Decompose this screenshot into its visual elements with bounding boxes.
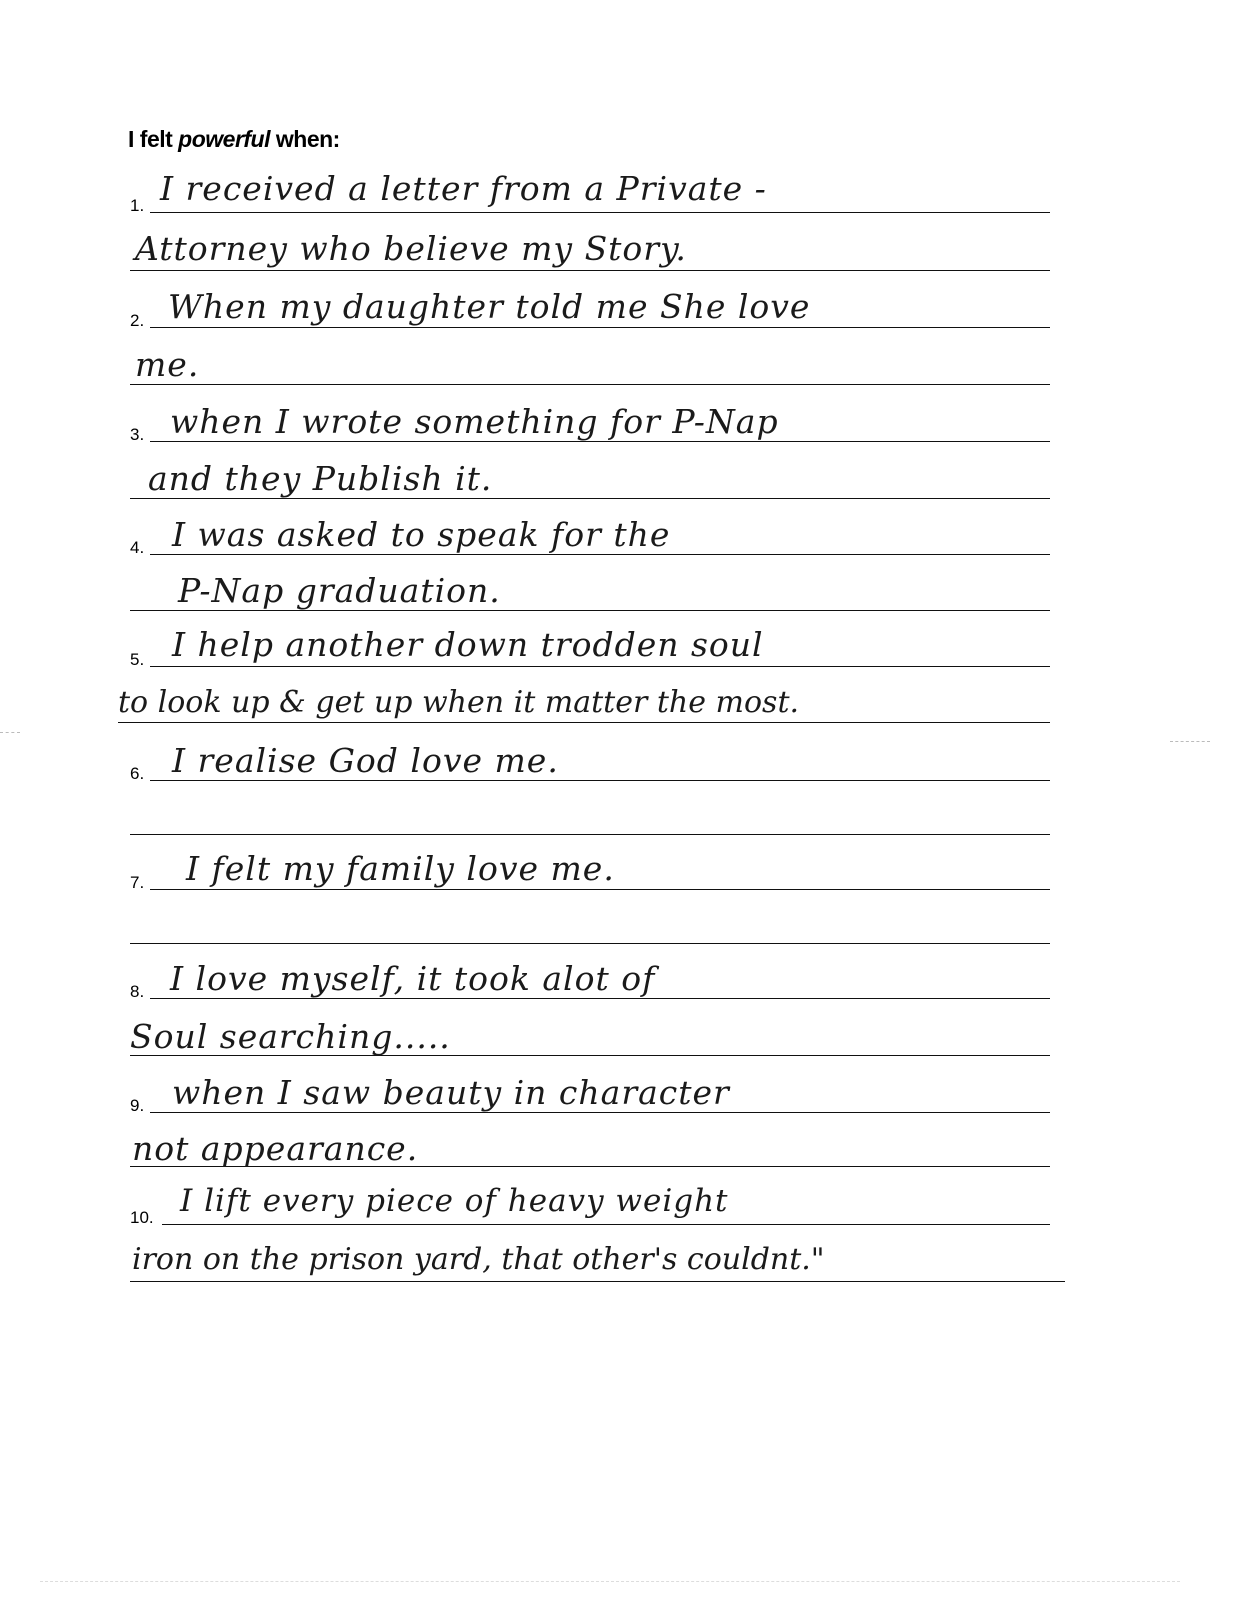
writing-line (150, 780, 1050, 781)
writing-line (130, 943, 1050, 944)
handwritten-text: me. (135, 345, 200, 384)
writing-line (150, 554, 1050, 555)
title-prefix: I felt (128, 126, 179, 152)
entry-number: 4. (130, 538, 145, 557)
writing-line (150, 666, 1050, 667)
handwritten-text: not appearance. (132, 1129, 419, 1168)
handwritten-text: I help another down trodden soul (172, 625, 764, 664)
entry-number: 2. (130, 311, 145, 330)
page-title (128, 126, 340, 153)
writing-line (150, 998, 1050, 999)
writing-line (130, 610, 1050, 611)
scan-artifact (0, 732, 20, 733)
title-suffix: when: (270, 126, 340, 152)
writing-line (150, 212, 1050, 213)
writing-line (150, 441, 1050, 442)
writing-line (150, 1112, 1050, 1113)
writing-line (118, 722, 1050, 723)
entry-number: 10. (130, 1208, 154, 1227)
writing-line (130, 384, 1050, 385)
handwritten-text: I received a letter from a Private - (160, 169, 767, 208)
entry-number: 9. (130, 1096, 145, 1115)
scan-artifact (1170, 741, 1210, 742)
handwritten-text: I felt my family love me. (186, 849, 615, 888)
writing-line (130, 834, 1050, 835)
handwritten-text: P-Nap graduation. (178, 571, 501, 610)
handwritten-text: I love myself, it took alot of (170, 959, 656, 998)
entry-number: 5. (130, 650, 145, 669)
handwritten-text: Soul searching..... (130, 1017, 451, 1056)
handwritten-text: When my daughter told me She love (168, 287, 811, 326)
writing-line (130, 270, 1050, 271)
handwritten-text: iron on the prison yard, that other's couldnt." (132, 1242, 825, 1277)
entry-number: 1. (130, 196, 145, 215)
writing-line (162, 1224, 1050, 1225)
entry-number: 7. (130, 873, 145, 892)
scan-artifact (40, 1581, 1180, 1582)
handwritten-text: Attorney who believe my Story. (135, 229, 687, 268)
writing-line (150, 327, 1050, 328)
handwritten-text: I was asked to speak for the (172, 515, 671, 554)
handwritten-text: when I saw beauty in character (172, 1073, 730, 1112)
entry-number: 8. (130, 982, 145, 1001)
writing-line (130, 498, 1050, 499)
entry-number: 3. (130, 425, 145, 444)
title-emphasis: powerful (178, 126, 271, 152)
handwritten-text: to look up & get up when it matter the most. (118, 685, 800, 720)
handwritten-text: I realise God love me. (172, 741, 559, 780)
handwritten-text: when I wrote something for P-Nap (170, 402, 779, 441)
entry-number: 6. (130, 764, 145, 783)
handwritten-text: and they Publish it. (148, 459, 493, 498)
writing-line (150, 889, 1050, 890)
writing-line (130, 1281, 1065, 1282)
handwritten-text: I lift every piece of heavy weight (180, 1183, 729, 1219)
